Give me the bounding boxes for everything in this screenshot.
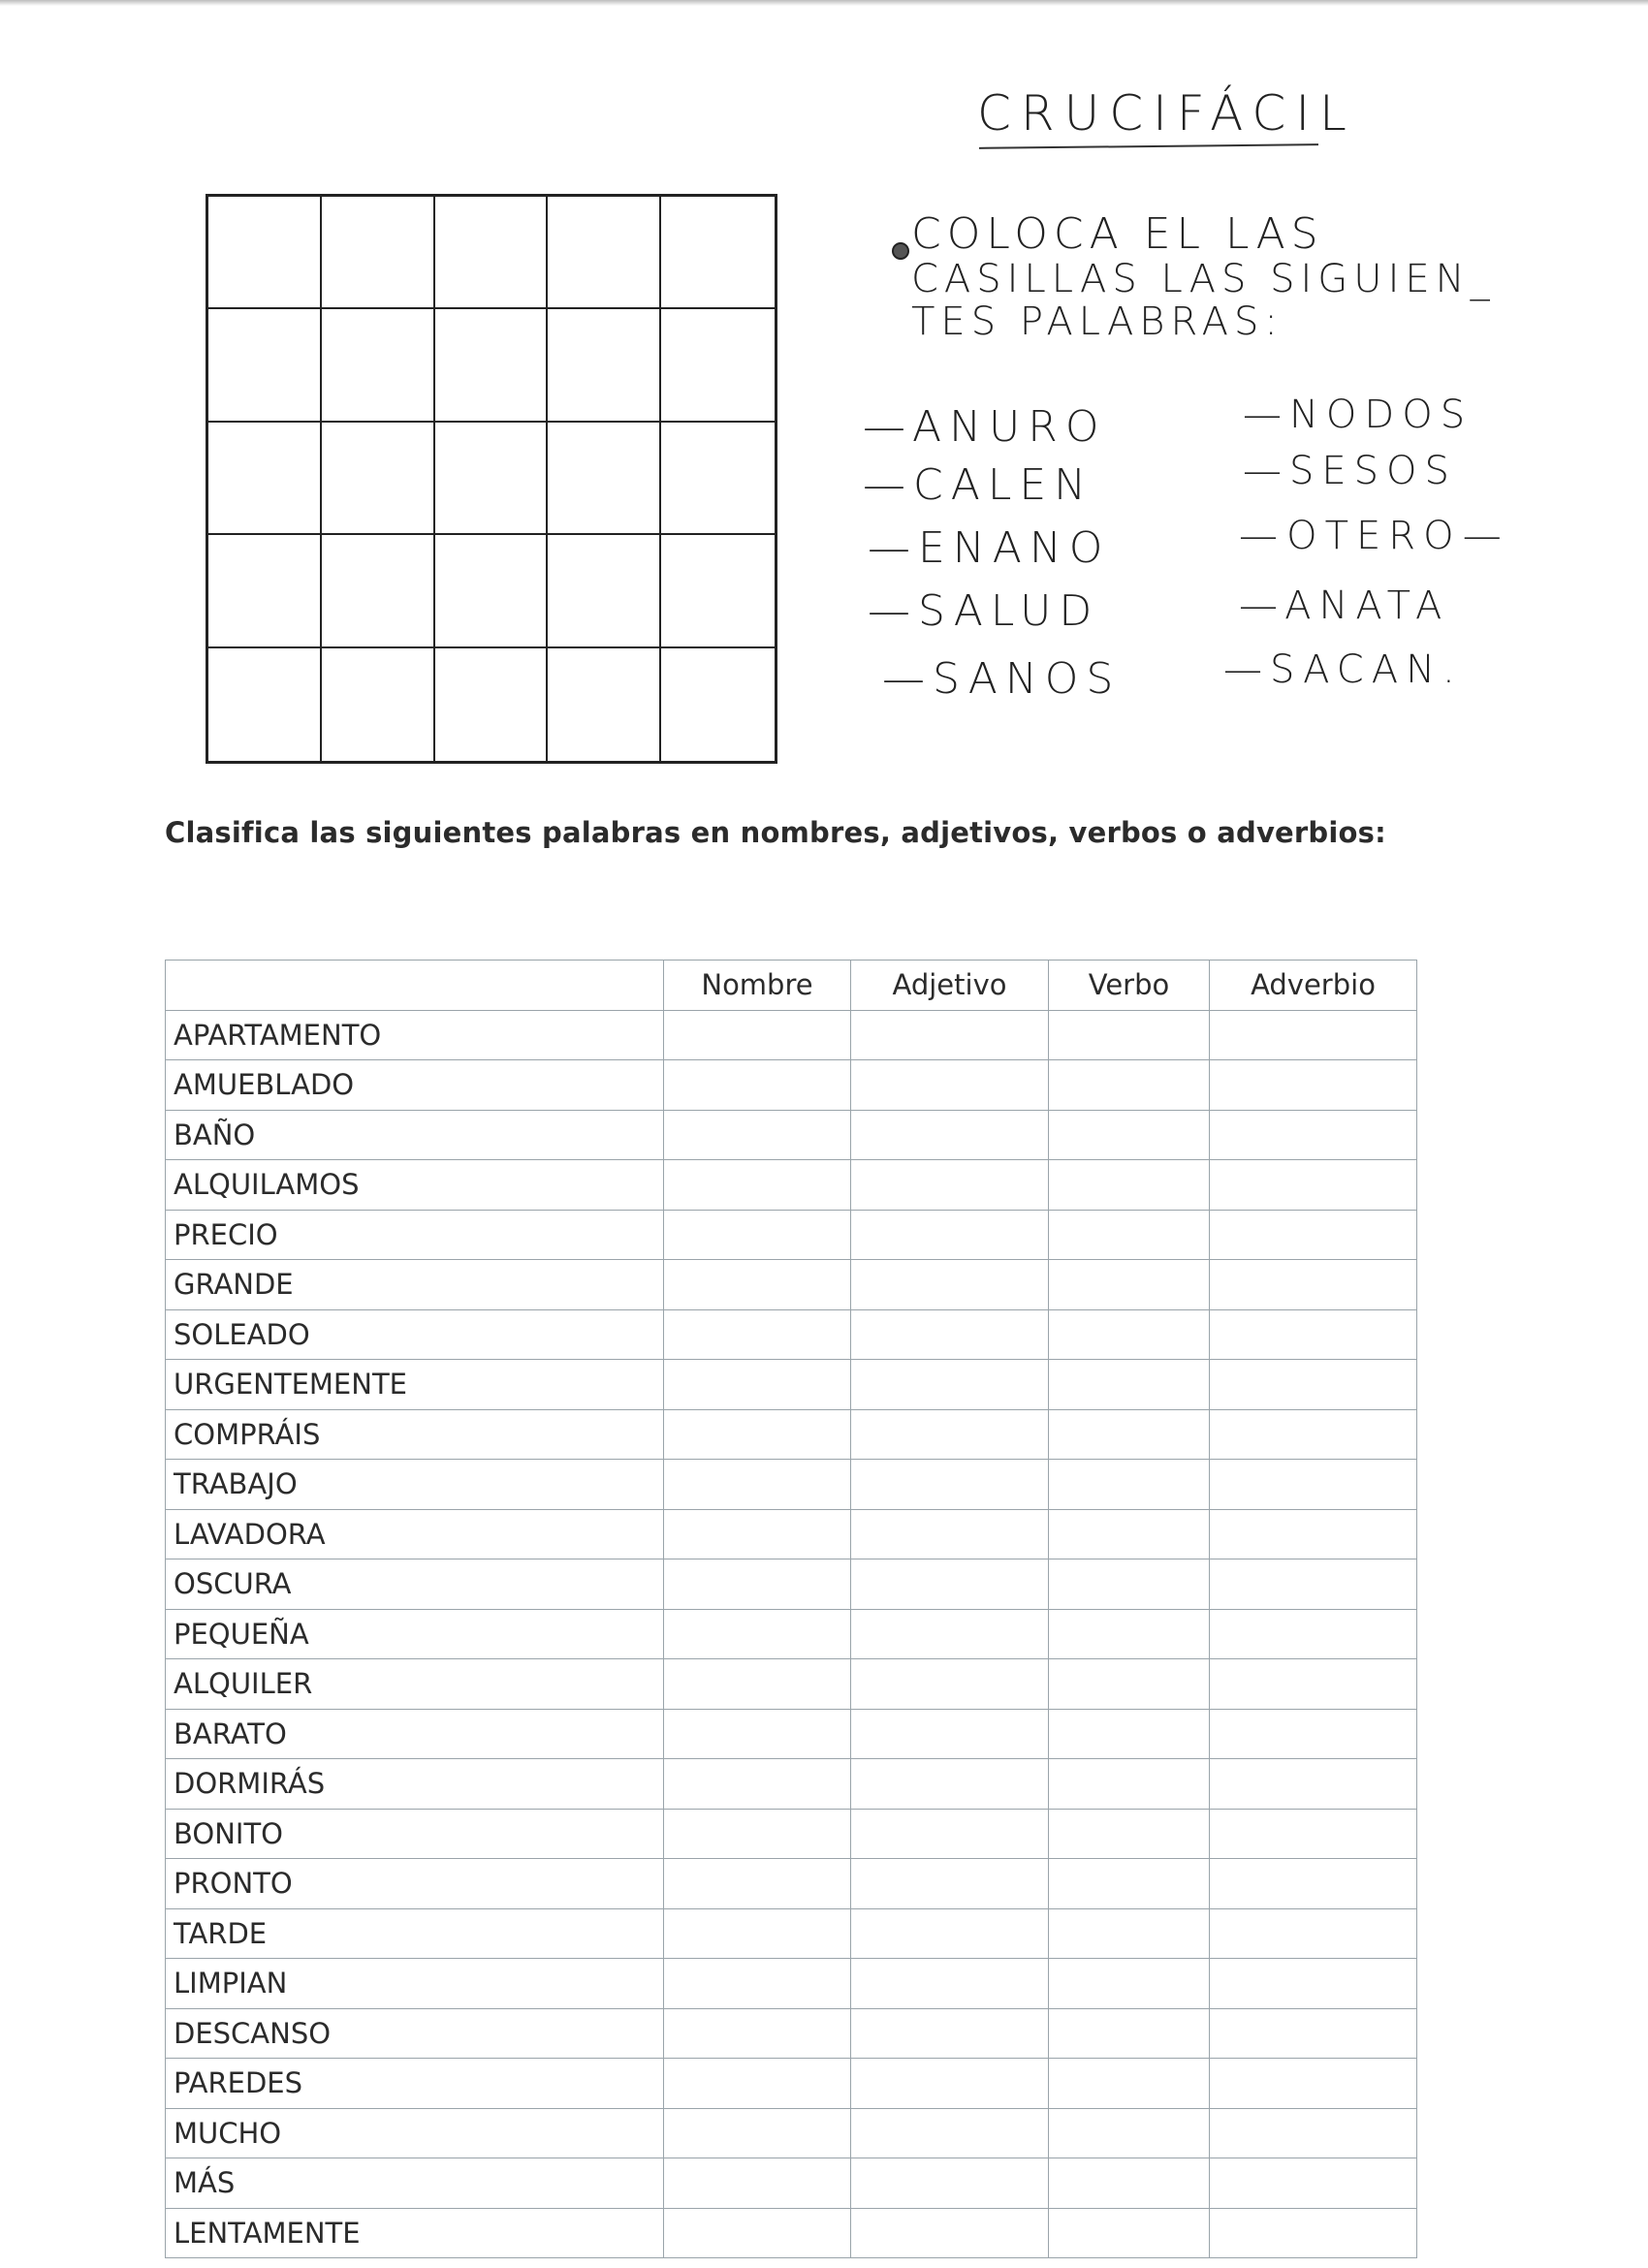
crossword-cell[interactable] [661,197,775,309]
word-right-4: —ANATA [1239,583,1450,628]
answer-cell-adjetivo[interactable] [851,1210,1049,1260]
answer-cell-nombre[interactable] [664,2008,851,2059]
table-row [166,2108,1417,2158]
instruction-line-2: CASILLAS LAS SIGUIEN_ [911,257,1496,301]
word-cell: BARATO [166,1709,664,1759]
crossword-cell[interactable] [548,423,661,535]
answer-cell-verbo[interactable] [1049,1609,1210,1659]
table-row [166,1659,1417,1710]
word-cell: LAVADORA [166,1509,664,1559]
answer-cell-adjetivo[interactable] [851,2059,1049,2109]
table-row [166,1309,1417,1360]
answer-cell-adjetivo[interactable] [851,1060,1049,1111]
answer-cell-adverbio[interactable] [1210,1160,1417,1211]
answer-cell-verbo[interactable] [1049,2158,1210,2209]
answer-cell-adjetivo[interactable] [851,1659,1049,1710]
table-row [166,2008,1417,2059]
table-row [166,1908,1417,1959]
answer-cell-adverbio[interactable] [1210,1010,1417,1060]
answer-cell-adverbio[interactable] [1210,1659,1417,1710]
word-cell: TARDE [166,1908,664,1959]
answer-cell-adjetivo[interactable] [851,1160,1049,1211]
answer-cell-nombre[interactable] [664,1210,851,1260]
answer-cell-adjetivo[interactable] [851,1110,1049,1160]
crossword-cell[interactable] [548,197,661,309]
answer-cell-verbo[interactable] [1049,1160,1210,1211]
word-cell: BAÑO [166,1110,664,1160]
answer-cell-adverbio[interactable] [1210,1260,1417,1310]
answer-cell-verbo[interactable] [1049,1010,1210,1060]
table-row [166,1859,1417,1909]
answer-cell-adverbio[interactable] [1210,1409,1417,1460]
table-row [166,1260,1417,1310]
answer-cell-nombre[interactable] [664,1709,851,1759]
answer-cell-verbo[interactable] [1049,1908,1210,1959]
header-verbo: Verbo [1049,961,1210,1011]
answer-cell-nombre[interactable] [664,1809,851,1859]
answer-cell-nombre[interactable] [664,1959,851,2009]
answer-cell-nombre[interactable] [664,1659,851,1710]
answer-cell-nombre[interactable] [664,2108,851,2158]
table-row [166,1160,1417,1211]
table-row [166,1110,1417,1160]
crossword-cell[interactable] [208,197,322,309]
answer-cell-nombre[interactable] [664,2158,851,2209]
answer-cell-adjetivo[interactable] [851,1260,1049,1310]
answer-cell-adverbio[interactable] [1210,2008,1417,2059]
answer-cell-adjetivo[interactable] [851,1859,1049,1909]
word-cell: DESCANSO [166,2008,664,2059]
answer-cell-adjetivo[interactable] [851,1360,1049,1410]
word-cell: SOLEADO [166,1309,664,1360]
crossword-grid [206,194,777,764]
crossword-cell[interactable] [435,309,549,422]
answer-cell-verbo[interactable] [1049,1559,1210,1610]
word-right-5: —SACAN. [1223,647,1463,692]
word-cell: PRECIO [166,1210,664,1260]
answer-cell-verbo[interactable] [1049,2108,1210,2158]
answer-cell-adverbio[interactable] [1210,1309,1417,1360]
answer-cell-verbo[interactable] [1049,1809,1210,1859]
answer-cell-nombre[interactable] [664,1460,851,1510]
word-cell: MÁS [166,2158,664,2209]
answer-cell-adverbio[interactable] [1210,1908,1417,1959]
answer-cell-adjetivo[interactable] [851,1759,1049,1810]
answer-cell-adverbio[interactable] [1210,1110,1417,1160]
answer-cell-adverbio[interactable] [1210,2059,1417,2109]
answer-cell-adverbio[interactable] [1210,1210,1417,1260]
crossword-cell[interactable] [208,423,322,535]
exercise-heading: Clasifica las siguientes palabras en nombres, adjetivos, verbos o adverbios: [165,816,1386,849]
answer-cell-verbo[interactable] [1049,1110,1210,1160]
answer-cell-verbo[interactable] [1049,1360,1210,1410]
word-cell: COMPRÁIS [166,1409,664,1460]
answer-cell-nombre[interactable] [664,1010,851,1060]
answer-cell-adjetivo[interactable] [851,1908,1049,1959]
crossword-cell[interactable] [322,309,435,422]
table-header-row [166,961,1417,1011]
answer-cell-adverbio[interactable] [1210,2108,1417,2158]
crossword-cell[interactable] [322,648,435,761]
answer-cell-adverbio[interactable] [1210,2208,1417,2258]
answer-cell-adverbio[interactable] [1210,1559,1417,1610]
word-cell: ALQUILAMOS [166,1160,664,1211]
answer-cell-nombre[interactable] [664,1908,851,1959]
answer-cell-nombre[interactable] [664,1759,851,1810]
word-cell: TRABAJO [166,1460,664,1510]
answer-cell-nombre[interactable] [664,1160,851,1211]
crucifacil-title: CRUCIFÁCIL [977,85,1356,142]
answer-cell-adverbio[interactable] [1210,2158,1417,2209]
table-row [166,1360,1417,1410]
answer-cell-verbo[interactable] [1049,1659,1210,1710]
table-row [166,1210,1417,1260]
word-cell: PAREDES [166,2059,664,2109]
answer-cell-verbo[interactable] [1049,1060,1210,1111]
answer-cell-verbo[interactable] [1049,1460,1210,1510]
crossword-cell[interactable] [208,535,322,647]
answer-cell-adjetivo[interactable] [851,1609,1049,1659]
answer-cell-adjetivo[interactable] [851,2158,1049,2209]
answer-cell-nombre[interactable] [664,1609,851,1659]
word-left-5: —SANOS [882,654,1122,704]
classification-table [165,960,1417,2258]
table-row [166,1959,1417,2009]
answer-cell-nombre[interactable] [664,2059,851,2109]
table-row [166,1809,1417,1859]
crossword-cell[interactable] [322,197,435,309]
answer-cell-verbo[interactable] [1049,1409,1210,1460]
crossword-cell[interactable] [661,648,775,761]
word-cell: MUCHO [166,2108,664,2158]
header-nombre: Nombre [664,961,851,1011]
title-underline [979,143,1318,149]
answer-cell-nombre[interactable] [664,1409,851,1460]
crossword-cell[interactable] [322,535,435,647]
answer-cell-adjetivo[interactable] [851,1010,1049,1060]
word-cell: PRONTO [166,1859,664,1909]
answer-cell-verbo[interactable] [1049,2008,1210,2059]
answer-cell-verbo[interactable] [1049,1210,1210,1260]
header-adverbio: Adverbio [1210,961,1417,1011]
answer-cell-adverbio[interactable] [1210,1709,1417,1759]
word-right-1: —NODOS [1243,393,1474,437]
table-row [166,1609,1417,1659]
answer-cell-nombre[interactable] [664,1360,851,1410]
instruction-line-1: COLOCA EL LAS [911,209,1324,259]
word-cell: APARTAMENTO [166,1010,664,1060]
answer-cell-verbo[interactable] [1049,2059,1210,2109]
answer-cell-adverbio[interactable] [1210,1759,1417,1810]
word-cell: OSCURA [166,1559,664,1610]
answer-cell-verbo[interactable] [1049,1260,1210,1310]
table-row [166,1060,1417,1111]
answer-cell-verbo[interactable] [1049,1509,1210,1559]
word-cell: GRANDE [166,1260,664,1310]
bullet-icon [892,242,909,260]
crossword-cell[interactable] [435,648,549,761]
answer-cell-verbo[interactable] [1049,1959,1210,2009]
answer-cell-adverbio[interactable] [1210,1809,1417,1859]
answer-cell-adjetivo[interactable] [851,1809,1049,1859]
answer-cell-nombre[interactable] [664,1110,851,1160]
answer-cell-adjetivo[interactable] [851,2008,1049,2059]
crossword-cell[interactable] [661,535,775,647]
answer-cell-verbo[interactable] [1049,1759,1210,1810]
table-row [166,1010,1417,1060]
answer-cell-adverbio[interactable] [1210,1460,1417,1510]
table-row [166,2158,1417,2209]
table-row [166,1759,1417,1810]
answer-cell-nombre[interactable] [664,1509,851,1559]
word-left-2: —CALEN [863,460,1094,510]
crossword-cell[interactable] [548,309,661,422]
answer-cell-adverbio[interactable] [1210,1509,1417,1559]
answer-cell-verbo[interactable] [1049,1859,1210,1909]
scan-top-edge [0,0,1648,6]
header-word-column [166,961,664,1011]
word-cell: AMUEBLADO [166,1060,664,1111]
word-cell: DORMIRÁS [166,1759,664,1810]
answer-cell-adverbio[interactable] [1210,1609,1417,1659]
answer-cell-verbo[interactable] [1049,1309,1210,1360]
answer-cell-adverbio[interactable] [1210,1360,1417,1410]
answer-cell-verbo[interactable] [1049,2208,1210,2258]
word-cell: LIMPIAN [166,1959,664,2009]
word-right-2: —SESOS [1243,449,1457,493]
crossword-cell[interactable] [322,423,435,535]
answer-cell-nombre[interactable] [664,1859,851,1909]
table-row [166,1559,1417,1610]
answer-cell-nombre[interactable] [664,1559,851,1610]
word-cell: BONITO [166,1809,664,1859]
answer-cell-adverbio[interactable] [1210,1060,1417,1111]
crossword-cell[interactable] [435,197,549,309]
crossword-cell[interactable] [548,535,661,647]
crossword-cell[interactable] [208,648,322,761]
answer-cell-adjetivo[interactable] [851,1460,1049,1510]
word-cell: PEQUEÑA [166,1609,664,1659]
table-row [166,1409,1417,1460]
instruction-line-3: TES PALABRAS: [911,299,1284,344]
answer-cell-nombre[interactable] [664,1260,851,1310]
answer-cell-adjetivo[interactable] [851,1559,1049,1610]
answer-cell-adjetivo[interactable] [851,1959,1049,2009]
crossword-cell[interactable] [435,535,549,647]
answer-cell-adverbio[interactable] [1210,1959,1417,2009]
answer-cell-nombre[interactable] [664,1060,851,1111]
crossword-cell[interactable] [435,423,549,535]
word-cell: URGENTEMENTE [166,1360,664,1410]
answer-cell-adjetivo[interactable] [851,1409,1049,1460]
word-cell: ALQUILER [166,1659,664,1710]
answer-cell-nombre[interactable] [664,2208,851,2258]
answer-cell-adverbio[interactable] [1210,1859,1417,1909]
word-left-1: —ANURO [863,402,1107,452]
table-row [166,1509,1417,1559]
table-row [166,1709,1417,1759]
table-row [166,2059,1417,2109]
crossword-cell[interactable] [208,309,322,422]
header-adjetivo: Adjetivo [851,961,1049,1011]
table-row [166,2208,1417,2258]
word-right-3: —OTERO— [1239,514,1509,558]
answer-cell-adjetivo[interactable] [851,1709,1049,1759]
answer-cell-adjetivo[interactable] [851,1509,1049,1559]
word-cell: LENTAMENTE [166,2208,664,2258]
answer-cell-nombre[interactable] [664,1309,851,1360]
crossword-cell[interactable] [548,648,661,761]
crossword-cell[interactable] [661,309,775,422]
answer-cell-verbo[interactable] [1049,1709,1210,1759]
word-left-3: —ENANO [868,523,1111,573]
word-left-4: —SALUD [868,586,1100,636]
answer-cell-adjetivo[interactable] [851,1309,1049,1360]
table-row [166,1460,1417,1510]
answer-cell-adjetivo[interactable] [851,2208,1049,2258]
crossword-cell[interactable] [661,423,775,535]
answer-cell-adjetivo[interactable] [851,2108,1049,2158]
